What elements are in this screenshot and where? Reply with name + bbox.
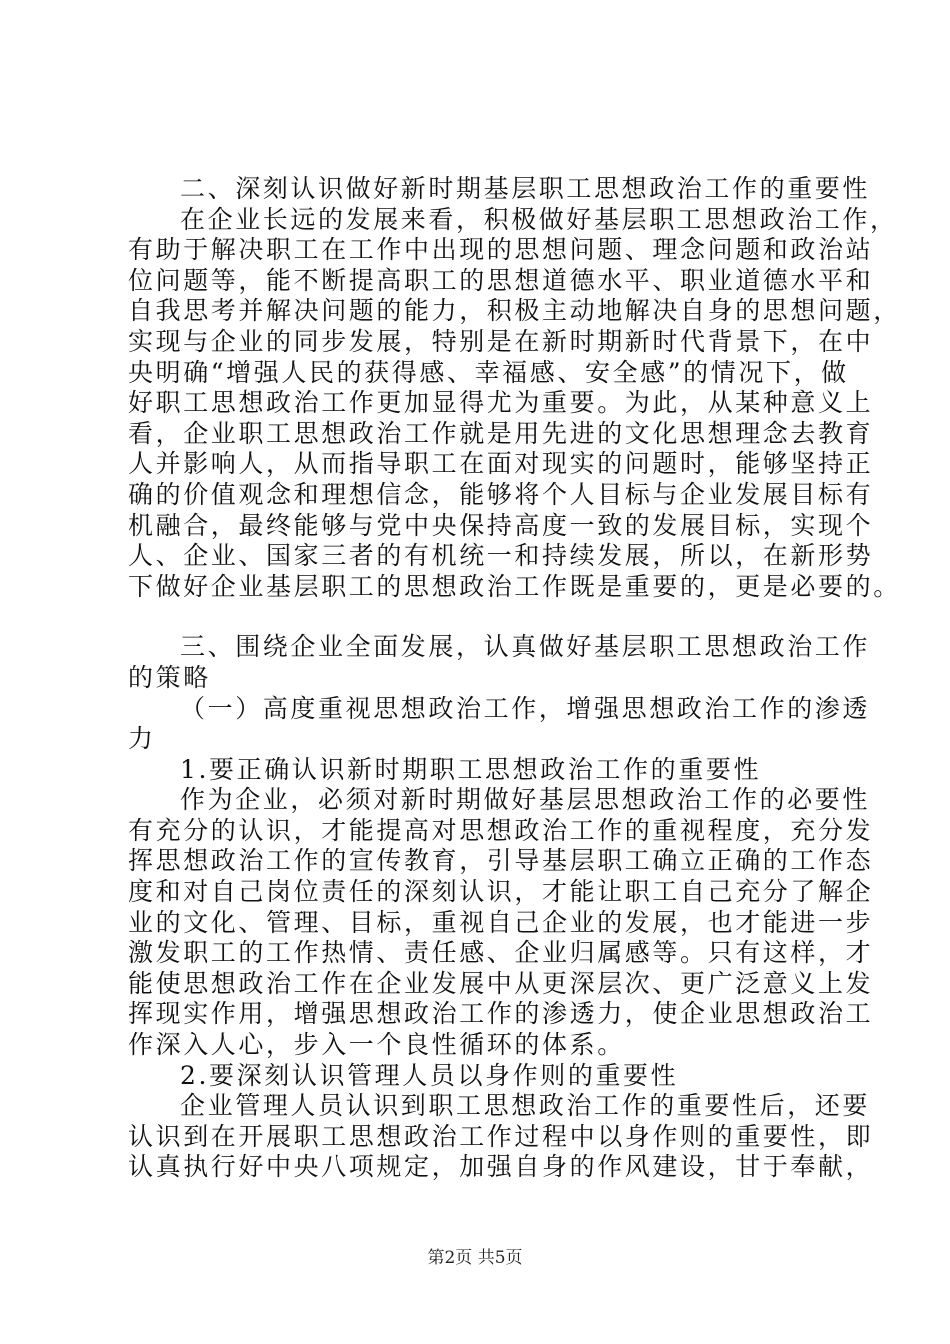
paragraph-line: 自我思考并解决问题的能力，积极主动地解决自身的思想问题， <box>128 296 901 326</box>
paragraph-line: 业的文化、管理、目标，重视自己企业的发展，也才能进一步 <box>128 907 874 937</box>
paragraph-line: 人并影响人，从而指导职工在面对现实的问题时，能够坚持正 <box>128 449 874 479</box>
paragraph-line: 有充分的认识，才能提高对思想政治工作的重视程度，充分发 <box>128 815 874 845</box>
paragraph-line: 好职工思想政治工作更加显得尤为重要。为此，从某种意义上 <box>128 388 874 418</box>
point-1-title: 1.要正确认识新时期职工思想政治工作的重要性 <box>180 754 762 784</box>
document-body <box>128 174 901 1183</box>
paragraph-line: 度和对自己岗位责任的深刻认识，才能让职工自己充分了解企 <box>128 877 874 907</box>
paragraph-line: 认真执行好中央八项规定，加强自身的作风建设，甘于奉献， <box>128 1152 874 1182</box>
paragraph-line: 能使思想政治工作在企业发展中从更深层次、更广泛意义上发 <box>128 968 874 998</box>
paragraph-line: 挥思想政治工作的宣传教育，引导基层职工确立正确的工作态 <box>128 846 874 876</box>
paragraph-line: 激发职工的工作热情、责任感、企业归属感等。只有这样，才 <box>128 938 874 968</box>
paragraph-line: 有助于解决职工在工作中出现的思想问题、理念问题和政治站 <box>128 235 874 265</box>
paragraph-line: 作深入人心，步入一个良性循环的体系。 <box>128 1030 625 1060</box>
paragraph-line: 在企业长远的发展来看，积极做好基层职工思想政治工作， <box>180 204 898 234</box>
section-3-heading-continued: 的策略 <box>128 662 211 692</box>
subsection-1-heading: （一）高度重视思想政治工作，增强思想政治工作的渗透 <box>180 693 871 723</box>
page-number-footer: 第2页 共5页 <box>427 1248 523 1268</box>
section-2-heading: 二、深刻认识做好新时期基层职工思想政治工作的重要性 <box>180 174 871 203</box>
paragraph-line: 机融合，最终能够与党中央保持高度一致的发展目标，实现个 <box>128 510 874 540</box>
subsection-1-heading-continued: 力 <box>128 724 156 754</box>
paragraph-line: 位问题等，能不断提高职工的思想道德水平、职业道德水平和 <box>128 265 874 295</box>
paragraph-line: 实现与企业的同步发展，特别是在新时期新时代背景下，在中 <box>128 326 874 356</box>
point-2-title: 2.要深刻认识管理人员以身作则的重要性 <box>180 1060 679 1090</box>
paragraph-line: 下做好企业基层职工的思想政治工作既是重要的，更是必要的。 <box>128 571 901 601</box>
paragraph-line: 作为企业，必须对新时期做好基层思想政治工作的必要性 <box>180 785 871 815</box>
paragraph-gap <box>128 602 848 632</box>
paragraph-line: 挥现实作用，增强思想政治工作的渗透力，使企业思想政治工 <box>128 999 874 1029</box>
paragraph-line: 人、企业、国家三者的有机统一和持续发展，所以，在新形势 <box>128 541 874 571</box>
paragraph-line: 确的价值观念和理想信念，能够将个人目标与企业发展目标有 <box>128 479 874 509</box>
section-3-heading: 三、围绕企业全面发展，认真做好基层职工思想政治工作 <box>180 632 871 662</box>
paragraph-line: 认识到在开展职工思想政治工作过程中以身作则的重要性，即 <box>128 1121 874 1151</box>
paragraph-line: 央明确“增强人民的获得感、幸福感、安全感”的情况下，做 <box>128 357 849 387</box>
paragraph-line: 企业管理人员认识到职工思想政治工作的重要性后，还要 <box>180 1091 871 1121</box>
paragraph-line: 看，企业职工思想政治工作就是用先进的文化思想理念去教育 <box>128 418 874 448</box>
